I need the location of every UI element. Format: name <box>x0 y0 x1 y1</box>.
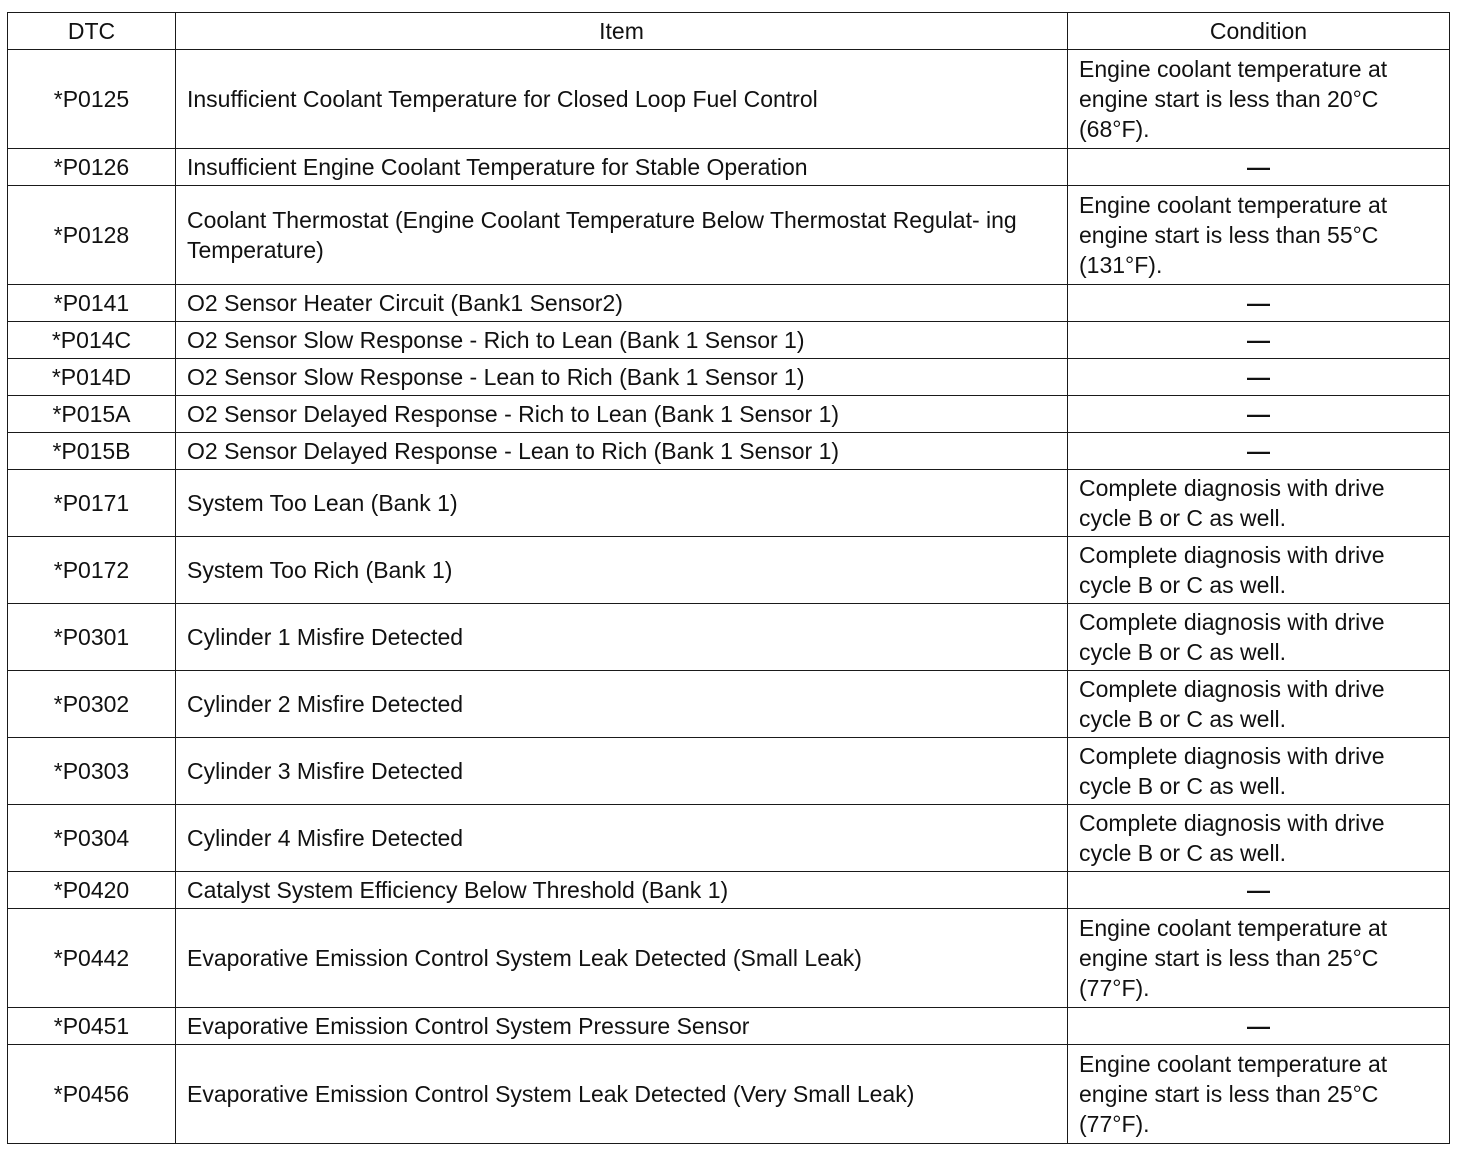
condition-text: Complete diagnosis with drive cycle B or C as well. <box>1068 470 1450 537</box>
item-description: Cylinder 4 Misfire Detected <box>176 805 1068 872</box>
table-row <box>8 1045 1450 1144</box>
item-description: Evaporative Emission Control System Leak Detected (Small Leak) <box>176 909 1068 1008</box>
condition-text: — <box>1068 285 1450 322</box>
dtc-code: *P0303 <box>8 738 176 805</box>
table-row <box>8 50 1450 149</box>
table-body <box>8 50 1450 1144</box>
header-dtc: DTC <box>8 13 176 50</box>
condition-text: Complete diagnosis with drive cycle B or C as well. <box>1068 738 1450 805</box>
table-row <box>8 738 1450 805</box>
item-description: Coolant Thermostat (Engine Coolant Temperature Below Thermostat Regulat- ing Temperature) <box>176 186 1068 285</box>
item-description: Catalyst System Efficiency Below Threshold (Bank 1) <box>176 872 1068 909</box>
item-description: O2 Sensor Slow Response - Lean to Rich (Bank 1 Sensor 1) <box>176 359 1068 396</box>
table-row <box>8 909 1450 1008</box>
table-row <box>8 537 1450 604</box>
table-row <box>8 604 1450 671</box>
table-row <box>8 149 1450 186</box>
condition-text: — <box>1068 1008 1450 1045</box>
dtc-code: *P0420 <box>8 872 176 909</box>
header-condition: Condition <box>1068 13 1450 50</box>
table-row <box>8 805 1450 872</box>
dtc-code: *P0304 <box>8 805 176 872</box>
item-description: O2 Sensor Slow Response - Rich to Lean (Bank 1 Sensor 1) <box>176 322 1068 359</box>
dtc-code: *P015B <box>8 433 176 470</box>
dtc-code: *P0451 <box>8 1008 176 1045</box>
item-description: Evaporative Emission Control System Pressure Sensor <box>176 1008 1068 1045</box>
table-row <box>8 1008 1450 1045</box>
item-description: O2 Sensor Delayed Response - Rich to Lean (Bank 1 Sensor 1) <box>176 396 1068 433</box>
table-row <box>8 872 1450 909</box>
dtc-code: *P0302 <box>8 671 176 738</box>
condition-text: Engine coolant temperature at engine start is less than 25°C (77°F). <box>1068 909 1450 1008</box>
condition-text: — <box>1068 149 1450 186</box>
dtc-code: *P0442 <box>8 909 176 1008</box>
dtc-code: *P0126 <box>8 149 176 186</box>
table-row <box>8 396 1450 433</box>
table-row <box>8 359 1450 396</box>
dtc-code: *P0128 <box>8 186 176 285</box>
item-description: System Too Lean (Bank 1) <box>176 470 1068 537</box>
condition-text: — <box>1068 433 1450 470</box>
condition-text: Complete diagnosis with drive cycle B or C as well. <box>1068 604 1450 671</box>
dtc-code: *P0141 <box>8 285 176 322</box>
condition-text: — <box>1068 359 1450 396</box>
item-description: Cylinder 2 Misfire Detected <box>176 671 1068 738</box>
header-row <box>8 13 1450 50</box>
item-description: System Too Rich (Bank 1) <box>176 537 1068 604</box>
condition-text: Complete diagnosis with drive cycle B or C as well. <box>1068 805 1450 872</box>
dtc-code: *P0172 <box>8 537 176 604</box>
dtc-code: *P014C <box>8 322 176 359</box>
table-row <box>8 433 1450 470</box>
dtc-code: *P0125 <box>8 50 176 149</box>
dtc-code: *P0171 <box>8 470 176 537</box>
item-description: O2 Sensor Heater Circuit (Bank1 Sensor2) <box>176 285 1068 322</box>
dtc-code: *P015A <box>8 396 176 433</box>
condition-text: Engine coolant temperature at engine start is less than 20°C (68°F). <box>1068 50 1450 149</box>
item-description: Cylinder 3 Misfire Detected <box>176 738 1068 805</box>
dtc-code: *P0456 <box>8 1045 176 1144</box>
condition-text: — <box>1068 322 1450 359</box>
condition-text: Complete diagnosis with drive cycle B or C as well. <box>1068 537 1450 604</box>
dtc-table <box>7 12 1450 1144</box>
table-row <box>8 671 1450 738</box>
item-description: O2 Sensor Delayed Response - Lean to Rich (Bank 1 Sensor 1) <box>176 433 1068 470</box>
dtc-code: *P0301 <box>8 604 176 671</box>
condition-text: Engine coolant temperature at engine start is less than 55°C (131°F). <box>1068 186 1450 285</box>
table-row <box>8 186 1450 285</box>
table-row <box>8 322 1450 359</box>
condition-text: — <box>1068 872 1450 909</box>
dtc-code: *P014D <box>8 359 176 396</box>
table-row <box>8 470 1450 537</box>
condition-text: Engine coolant temperature at engine start is less than 25°C (77°F). <box>1068 1045 1450 1144</box>
item-description: Evaporative Emission Control System Leak Detected (Very Small Leak) <box>176 1045 1068 1144</box>
header-item: Item <box>176 13 1068 50</box>
item-description: Cylinder 1 Misfire Detected <box>176 604 1068 671</box>
condition-text: — <box>1068 396 1450 433</box>
table-header <box>8 13 1450 50</box>
table-row <box>8 285 1450 322</box>
condition-text: Complete diagnosis with drive cycle B or C as well. <box>1068 671 1450 738</box>
item-description: Insufficient Coolant Temperature for Closed Loop Fuel Control <box>176 50 1068 149</box>
item-description: Insufficient Engine Coolant Temperature for Stable Operation <box>176 149 1068 186</box>
